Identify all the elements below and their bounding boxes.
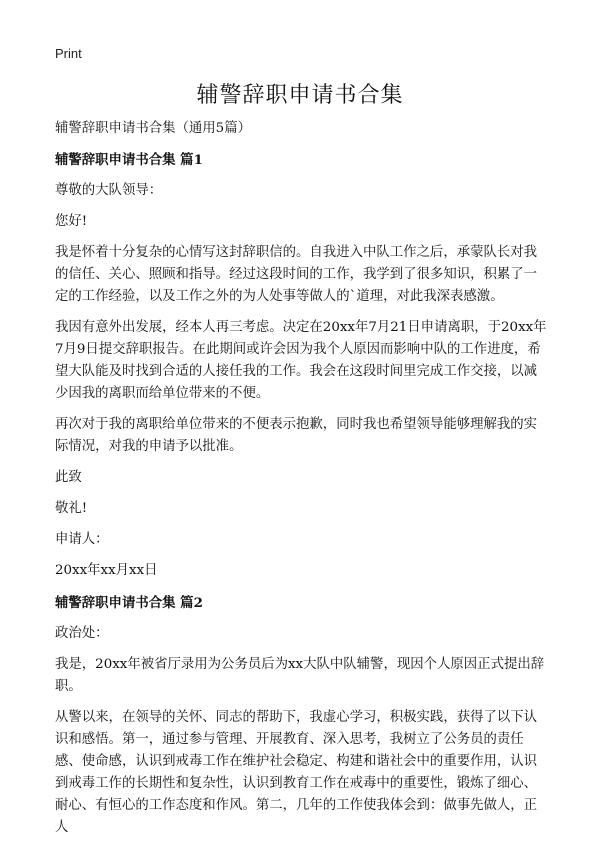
document-body xyxy=(55,118,547,848)
body-paragraph: 再次对于我的离职给单位带来的不便表示抱歉，同时我也希望领导能够理解我的实际情况，对我的申请予以批准。 xyxy=(55,417,538,454)
section-heading-2: 辅警辞职申请书合集 篇2 xyxy=(55,595,203,611)
date-line: 20xx年xx月xx日 xyxy=(55,563,158,578)
body-paragraph: 我是，20xx年被省厅录用为公务员后为xx大队中队辅警，现因个人原因正式提出辞职。 xyxy=(55,657,545,694)
applicant-label: 申请人： xyxy=(55,532,109,547)
body-paragraph: 我是怀着十分复杂的心情写这封辞职信的。自我进入中队工作之后，承蒙队长对我的信任、关心、照顾和指导。经过这段时间的工作，我学到了很多知识，积累了一定的工作经验，以及工作之外的为人处事等做人的`道理，对此我深表感激。 xyxy=(55,245,538,304)
body-paragraph: 我因有意外出发展，经本人再三考虑。决定在20xx年7月21日申请离职，于20xx年7月9日提交辞职报告。在此期间或许会因为我个人原因而影响中队的工作进度，希望大队能及时找到合适的人接任我的工作。我会在这段时间里完成工作交接，以减少因我的离职而给单位带来的不便。 xyxy=(55,320,547,401)
section-heading-1: 辅警辞职申请书合集 篇1 xyxy=(55,152,203,168)
salutation: 尊敬的大队领导： xyxy=(55,183,163,198)
closing-line: 此致 xyxy=(55,470,82,485)
greeting: 您好! xyxy=(55,214,88,229)
body-paragraph: 从警以来，在领导的关怀、同志的帮助下，我虚心学习，积极实践，获得了以下认识和感悟。第一，通过参与管理、开展教育、深入思考，我树立了公务员的责任感、使命感，认识到戒毒工作在维护社会稳定、构建和谐社会中的重要作用，认识到戒毒工作的长期性和复杂性，认识到教育工作在戒毒中的重要性，锻炼了细心、耐心、有恒心的工作态度和作风。第二，几年的工作使我体会到：做事先做人，正人 xyxy=(55,710,538,835)
print-link[interactable]: Print xyxy=(55,46,82,61)
salutation: 政治处： xyxy=(55,626,109,641)
closing-salute: 敬礼! xyxy=(55,501,88,516)
document-subtitle: 辅警辞职申请书合集（通用5篇） xyxy=(55,121,251,136)
document-title: 辅警辞职申请书合集 xyxy=(196,83,404,108)
